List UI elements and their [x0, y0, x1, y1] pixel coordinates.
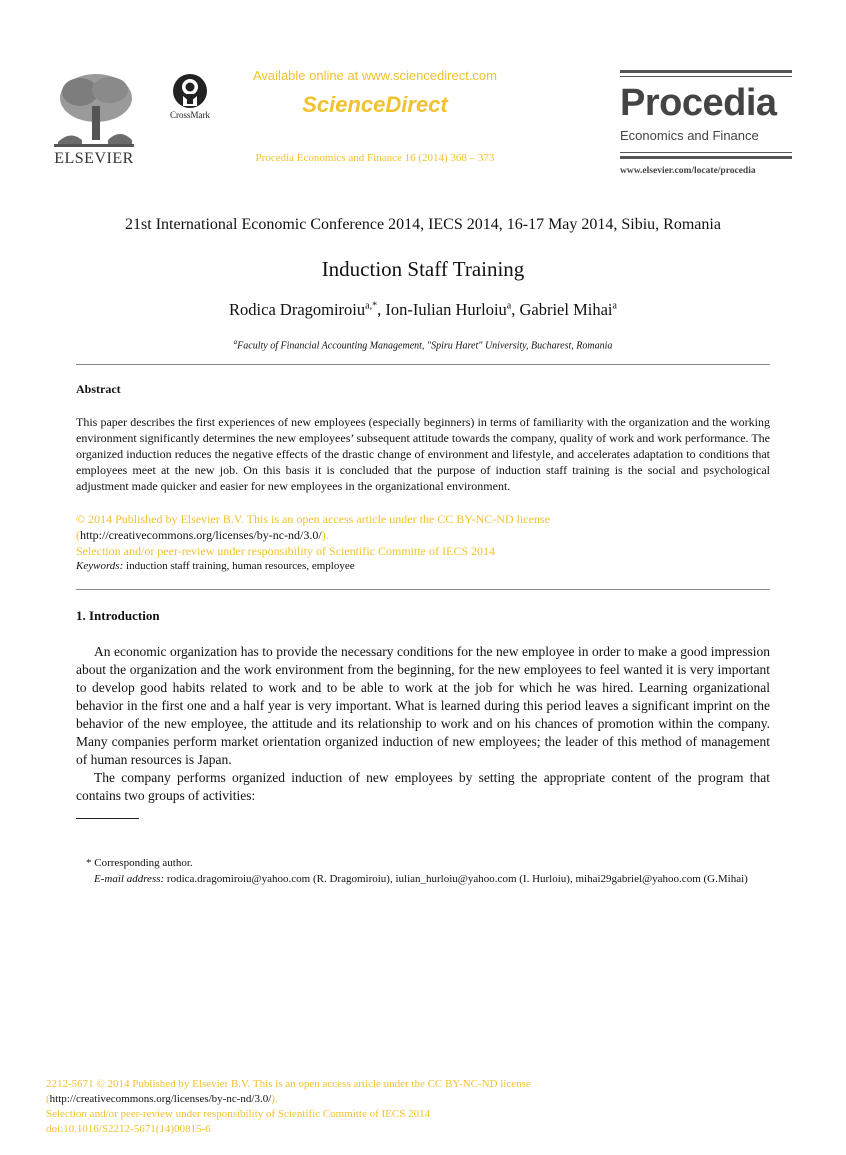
conference-line: 21st International Economic Conference 2014, IECS 2014, 16-17 May 2014, Sibiu, Romania [125, 216, 721, 233]
journal-reference: Procedia Economics and Finance 16 (2014) 368 – 373 [255, 152, 495, 164]
doi-link[interactable]: doi:10.1016/S2212-5671(14)00815-6 [46, 1123, 211, 1135]
procedia-title: Procedia [620, 82, 777, 124]
corresponding-author-note: * Corresponding author. [86, 857, 193, 869]
crossmark-badge[interactable] [160, 72, 220, 126]
issn-license-line: 2212-5671 © 2014 Published by Elsevier B.V. This is an open access article under the CC BY-NC-ND license [46, 1078, 531, 1090]
masthead-rule-bottom-thin [620, 152, 792, 153]
masthead-rule-bottom [620, 156, 792, 159]
peer-review-statement: Selection and/or peer-review under responsibility of Scientific Committe of IECS 2014 [46, 1108, 431, 1120]
keywords-label: Keywords: [76, 560, 124, 572]
abstract-text: This paper describes the first experiences of new employees (especially beginners) in terms of familiarity with the organization and the working environment significantly determines the new employees’ subsequent attitude towards the company, quality of work and work performance. The organized induction reduces the negative effects of the drastic change of environment and lifestyle, and accelerates adaptation to conditions that employees meet at the new job. On this basis it is concluded that the purpose of induction staff training is the social and psychological adjustment made quicker and easier for new employees in the organizational environment. [76, 415, 770, 493]
masthead-rule-top [620, 70, 792, 73]
author-affiliation-mark: a,* [365, 300, 378, 312]
elsevier-logo [50, 70, 138, 166]
paren-open: ( [76, 528, 80, 542]
email-addresses [76, 872, 770, 887]
affiliation [40, 338, 806, 351]
author-name: Ion-Iulian Hurloiu [385, 300, 507, 319]
elsevier-wordmark: ELSEVIER [54, 150, 134, 167]
author-affiliation-mark: a [612, 300, 617, 312]
procedia-subtitle: Economics and Finance [620, 128, 759, 143]
email-list: rodica.dragomiroiu@yahoo.com (R. Dragomiroiu), iulian_hurloiu@yahoo.com (I. Hurloiu), mihai29gabriel@yahoo.com (G.Mihai) [164, 873, 748, 885]
license-url-line [76, 527, 329, 543]
affiliation-text: Faculty of Financial Accounting Management, "Spiru Haret" University, Bucharest, Romania [237, 340, 613, 352]
section-heading-introduction: 1. Introduction [76, 608, 160, 623]
license-url-line [46, 1092, 278, 1107]
divider [76, 589, 770, 590]
available-online-link[interactable]: Available online at www.sciencedirect.com [253, 68, 497, 83]
footnote-rule [76, 818, 139, 819]
keywords-list: induction staff training, human resources, employee [123, 560, 355, 572]
license-statement: © 2014 Published by Elsevier B.V. This is an open access article under the CC BY-NC-ND license [76, 512, 550, 526]
license-url-link[interactable]: http://creativecommons.org/licenses/by-nc-nd/3.0/ [80, 528, 322, 542]
keywords [76, 560, 355, 572]
license-url-link[interactable]: http://creativecommons.org/licenses/by-nc-nd/3.0/ [49, 1093, 272, 1105]
divider [76, 364, 770, 365]
author-list: Rodica Dragomiroiu$^{a,*}$, Ion-Iulian Hurloiu$^a$, Gabriel Mihai$^a$ [229, 300, 617, 319]
paper-title: Induction Staff Training [321, 257, 525, 281]
elsevier-tree-icon [50, 70, 138, 148]
peer-review-statement: Selection and/or peer-review under responsibility of Scientific Committe of IECS 2014 [76, 544, 495, 558]
author-name: Rodica Dragomiroiu [229, 300, 366, 319]
procedia-masthead [620, 70, 792, 180]
paragraph: The company performs organized induction of new employees by setting the appropriate content of the program that contains two groups of activities: [76, 770, 770, 803]
paragraph: An economic organization has to provide the necessary conditions for the new employee in order to make a good impression about the organization and the work environment from the beginning, for the new employees to feel wanted it is very important to develop good habits related to work and to be able to work at the job for which he was hired. Learning organizational behavior in the first one and a half year is very important. What is learned during this period leaves a significant imprint on the behavior of the new employee, the attitude and its relationship to work and on his chances of promotion within the company. Many companies perform market orientation organized induction of new employees; the leader of this method of management of human resources is Japan. [76, 644, 770, 767]
paren-close: ). [271, 1093, 278, 1105]
author-affiliation-mark: a [506, 300, 512, 312]
affiliation-mark: a [233, 338, 238, 346]
paren-close: ). [321, 528, 329, 542]
sciencedirect-logo: ScienceDirect [302, 92, 448, 117]
author-name: Gabriel Mihai [519, 300, 613, 319]
abstract-heading: Abstract [76, 382, 121, 396]
masthead-rule-top-thin [620, 76, 792, 77]
crossmark-label: CrossMark [170, 110, 210, 120]
crossmark-icon [171, 72, 209, 110]
procedia-url-link[interactable]: www.elsevier.com/locate/procedia [620, 166, 756, 176]
paren-open: ( [46, 1093, 50, 1105]
email-label: E-mail address: [94, 873, 165, 885]
